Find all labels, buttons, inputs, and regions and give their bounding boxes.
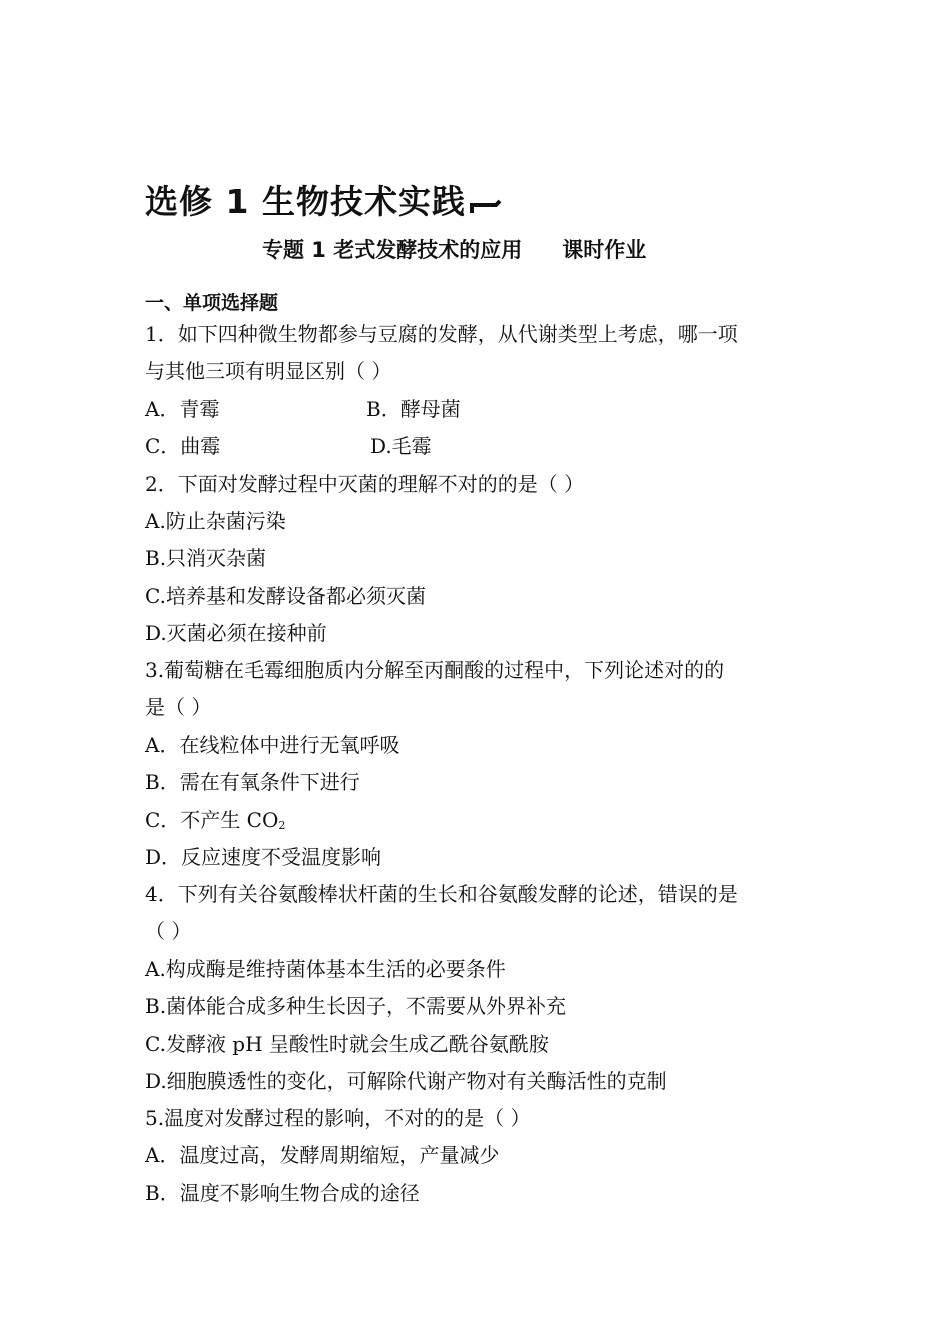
q2-option-c: C.培养基和发酵设备都必须灭菌 bbox=[145, 584, 426, 608]
q3-option-c-text: C．不产生 CO bbox=[145, 808, 279, 832]
main-title-text: 选修 1 生物技术实践 bbox=[145, 182, 466, 221]
main-title bbox=[145, 176, 502, 223]
title-mark-icon bbox=[470, 199, 502, 215]
subtitle-topic: 专题 1 老式发酵技术的应用 bbox=[262, 238, 523, 262]
q1-stem-line2: 与其他三项有明显区别（ ） bbox=[145, 359, 392, 383]
q2-option-a: A.防止杂菌污染 bbox=[145, 509, 286, 533]
q3-option-a: A．在线粒体中进行无氧呼吸 bbox=[145, 733, 400, 757]
q3-stem-line2: 是（ ） bbox=[145, 695, 212, 719]
q3-option-d: D．反应速度不受温度影响 bbox=[145, 845, 382, 869]
q5-stem: 5.温度对发酵过程的影响，不对的的是（ ） bbox=[145, 1106, 531, 1130]
q1-stem-line1: 1．如下四种微生物都参与豆腐的发酵，从代谢类型上考虑，哪一项 bbox=[145, 322, 738, 346]
q4-option-a: A.构成酶是维持菌体基本生活的必要条件 bbox=[145, 957, 506, 981]
q4-stem-line2: （ ） bbox=[145, 919, 192, 943]
q3-option-c bbox=[145, 808, 285, 838]
subtitle bbox=[262, 234, 646, 264]
q5-option-a: A．温度过高，发酵周期缩短，产量减少 bbox=[145, 1143, 500, 1167]
q4-option-d: D.细胞膜透性的变化，可解除代谢产物对有关酶活性的克制 bbox=[145, 1069, 667, 1093]
section-heading: 一、单项选择题 bbox=[145, 292, 279, 314]
q1-option-b: B．酵母菌 bbox=[366, 397, 461, 421]
q2-stem: 2．下面对发酵过程中灭菌的理解不对的的是（ ） bbox=[145, 472, 585, 496]
q1-option-c: C．曲霉 bbox=[145, 434, 221, 458]
q4-option-c: C.发酵液 pH 呈酸性时就会生成乙酰谷氨酰胺 bbox=[145, 1032, 549, 1056]
q2-option-d: D.灭菌必须在接种前 bbox=[145, 621, 327, 645]
q3-option-b: B．需在有氧条件下进行 bbox=[145, 770, 360, 794]
q1-option-d: D.毛霉 bbox=[370, 434, 432, 458]
q3-stem-line1: 3.葡萄糖在毛霉细胞质内分解至丙酮酸的过程中，下列论述对的的 bbox=[145, 658, 725, 682]
q4-option-b: B.菌体能合成多种生长因子，不需要从外界补充 bbox=[145, 994, 567, 1018]
q3-option-c-subscript: 2 bbox=[278, 819, 286, 832]
subtitle-label: 课时作业 bbox=[562, 238, 647, 262]
q1-option-a: A．青霉 bbox=[145, 397, 220, 421]
q5-option-b: B．温度不影响生物合成的途径 bbox=[145, 1181, 420, 1205]
q4-stem-line1: 4．下列有关谷氨酸棒状杆菌的生长和谷氨酸发酵的论述，错误的是 bbox=[145, 882, 738, 906]
q2-option-b: B.只消灭杂菌 bbox=[145, 546, 267, 570]
